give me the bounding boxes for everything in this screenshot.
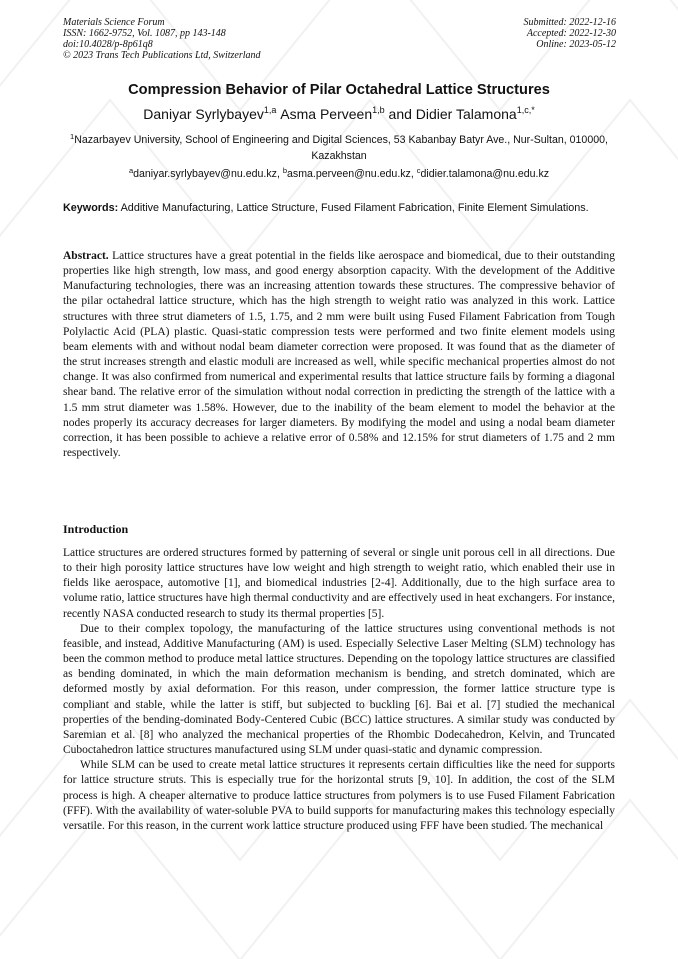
author-emails: $^a$daniyar.syrlybayev@nu.edu.kz, $^b$asma.perveen@nu.edu.kz, $^c$didier.talamona@nu.edu.kz — [128, 166, 550, 180]
keywords — [63, 201, 615, 216]
email-link[interactable]: didier.talamona@nu.edu.kz — [420, 168, 550, 180]
paragraph: While SLM can be used to create metal lattice structures it represents certain difficulties like the need for supports for lattice structure struts. This is especially true for the horizontal struts [9, 10]. In addition, the cost of the SLM process is high. A cheaper alternative to produce lattice structures from polymers is to use Fused Filament Fabrication (FFF). With the availability of water-soluble PVA to build supports for manufacturing makes this technology especially versatile. For this reason, in the current work lattice structure produced using FFF have been studied. The mechanical — [63, 759, 615, 832]
author-affiliation-marker: 1,b — [372, 105, 385, 115]
paper-title: Compression Behavior of Pilar Octahedral Lattice Structures — [128, 82, 550, 98]
section-heading-introduction: Introduction — [63, 522, 129, 536]
author-name: Asma Perveen — [280, 106, 373, 122]
author-affiliation-marker: 1,c,* — [516, 105, 535, 115]
journal-doi: doi:10.4028/p-8p61q8 — [63, 39, 153, 50]
keywords-text: Additive Manufacturing, Lattice Structure, Fused Filament Fabrication, Finite Element Simulations. — [120, 202, 589, 214]
email-marker: c — [416, 166, 421, 175]
abstract — [63, 249, 615, 461]
keywords-label: Keywords: — [63, 202, 119, 214]
affiliation-marker: 1 — [70, 132, 75, 141]
author-affiliation-marker: 1,a — [263, 105, 277, 115]
email-marker: b — [282, 166, 288, 175]
author-name: Daniyar Syrlybayev — [143, 106, 264, 122]
paragraph: Due to their complex topology, the manufacturing of the lattice structures using conventional methods is not feasible, and instead, Additive Manufacturing (AM) is used. Especially Selective Laser Melting (SLM) technology has been the common method to produce metal lattice structures. Depending on the topology lattice structures are classified as bending dominated, in which the main deformation mechanism is bending, and stretch dominated, which are deformed mostly by axial deformation. For this reason, under compression, the former lattice structure type is compliant and stable, while the latter is stiff, but subjected to buckling [6]. Bai et al. [7] studied the mechanical properties of the bending-dominated Body-Centered Cubic (BCC) lattice structures. A similar study was conducted by Saremian et al. [8] who analyzed the mechanical properties of the Rhombic Dodecahedron, Kelvin, and Truncated Cuboctahedron lattice structures manufactured using SLM under quasi-static and dynamic compression. — [63, 622, 615, 757]
submitted-date: Submitted: 2022-12-16 — [523, 17, 616, 28]
author-separator: and — [384, 106, 416, 122]
affiliation — [63, 132, 615, 164]
journal-issn: ISSN: 1662-9752, Vol. 1087, pp 143-148 — [63, 28, 226, 39]
abstract-text: Lattice structures have a great potential in the fields like aerospace and biomedical, due to their outstanding properties like high strength, low mass, and good energy absorption capacity. With the development of the Additive Manufacturing technologies, there was an increasing attention towards these structures. The compressive behavior of the pilar octahedral lattice structure, which has the high strength to weight ratio was analyzed in this work. Lattice structures with three strut diameters of 1.5, 1.75, and 2 mm were built using Fused Filament Fabrication from Tough Polylactic Acid (PLA) plastic. Quasi-static compression tests were performed and two finite element models using beam elements with and without nodal beam diameter correction were proposed. It was found that as the diameter of the strut increases strength and elastic moduli are increased as well, while specific mechanical properties almost do not change. It was also confirmed from numerical and experimental results that lattice structure fails by forming a diagonal shear band. The relative error of the simulation without nodal correction in predicting the strength of the lattice with a 1.5 mm strut diameter was 1.58%. However, due to the inability of the beam element to model the behavior at the nodes properly its accuracy decreases for larger diameters. By modifying the model and using a nodal beam diameter correction, it has been possible to achieve a relative error of 0.58% and 12.15% for strut diameters of 1.75 and 2 mm respectively. — [63, 250, 616, 460]
journal-copyright: © 2023 Trans Tech Publications Ltd, Switzerland — [63, 50, 261, 61]
online-date: Online: 2023-05-12 — [536, 39, 616, 50]
email-link[interactable]: daniyar.syrlybayev@nu.edu.kz — [133, 168, 277, 180]
author-list — [63, 104, 615, 124]
abstract-label: Abstract. — [63, 250, 109, 262]
paragraph: Lattice structures are ordered structures formed by patterning of several or single unit porous cell in all directions. Due to their high porosity lattice structures have low weight and high strength to weight ratio, which enabled their use in fields like aerospace, automotive [1], and biomedical industries [2-4]. Additionally, due to the high surface area to volume ratio, lattice structures have high thermal conductivity and are effectively used in heat exchangers. For instance, recently NASA conducted research to study its thermal properties [5]. — [63, 547, 615, 620]
journal-name: Materials Science Forum — [63, 17, 165, 28]
email-marker: a — [128, 166, 134, 175]
accepted-date: Accepted: 2022-12-30 — [526, 28, 616, 39]
affiliation-text: Nazarbayev University, School of Engineering and Digital Sciences, 53 Kabanbay Batyr Ave., Nur-Sultan, 010000, Kazakhstan — [74, 134, 608, 162]
journal-info — [63, 17, 261, 61]
email-link[interactable]: asma.perveen@nu.edu.kz — [287, 168, 411, 180]
introduction-body — [63, 546, 615, 834]
submission-dates — [524, 17, 617, 50]
author-name: Didier Talamona — [415, 106, 517, 122]
